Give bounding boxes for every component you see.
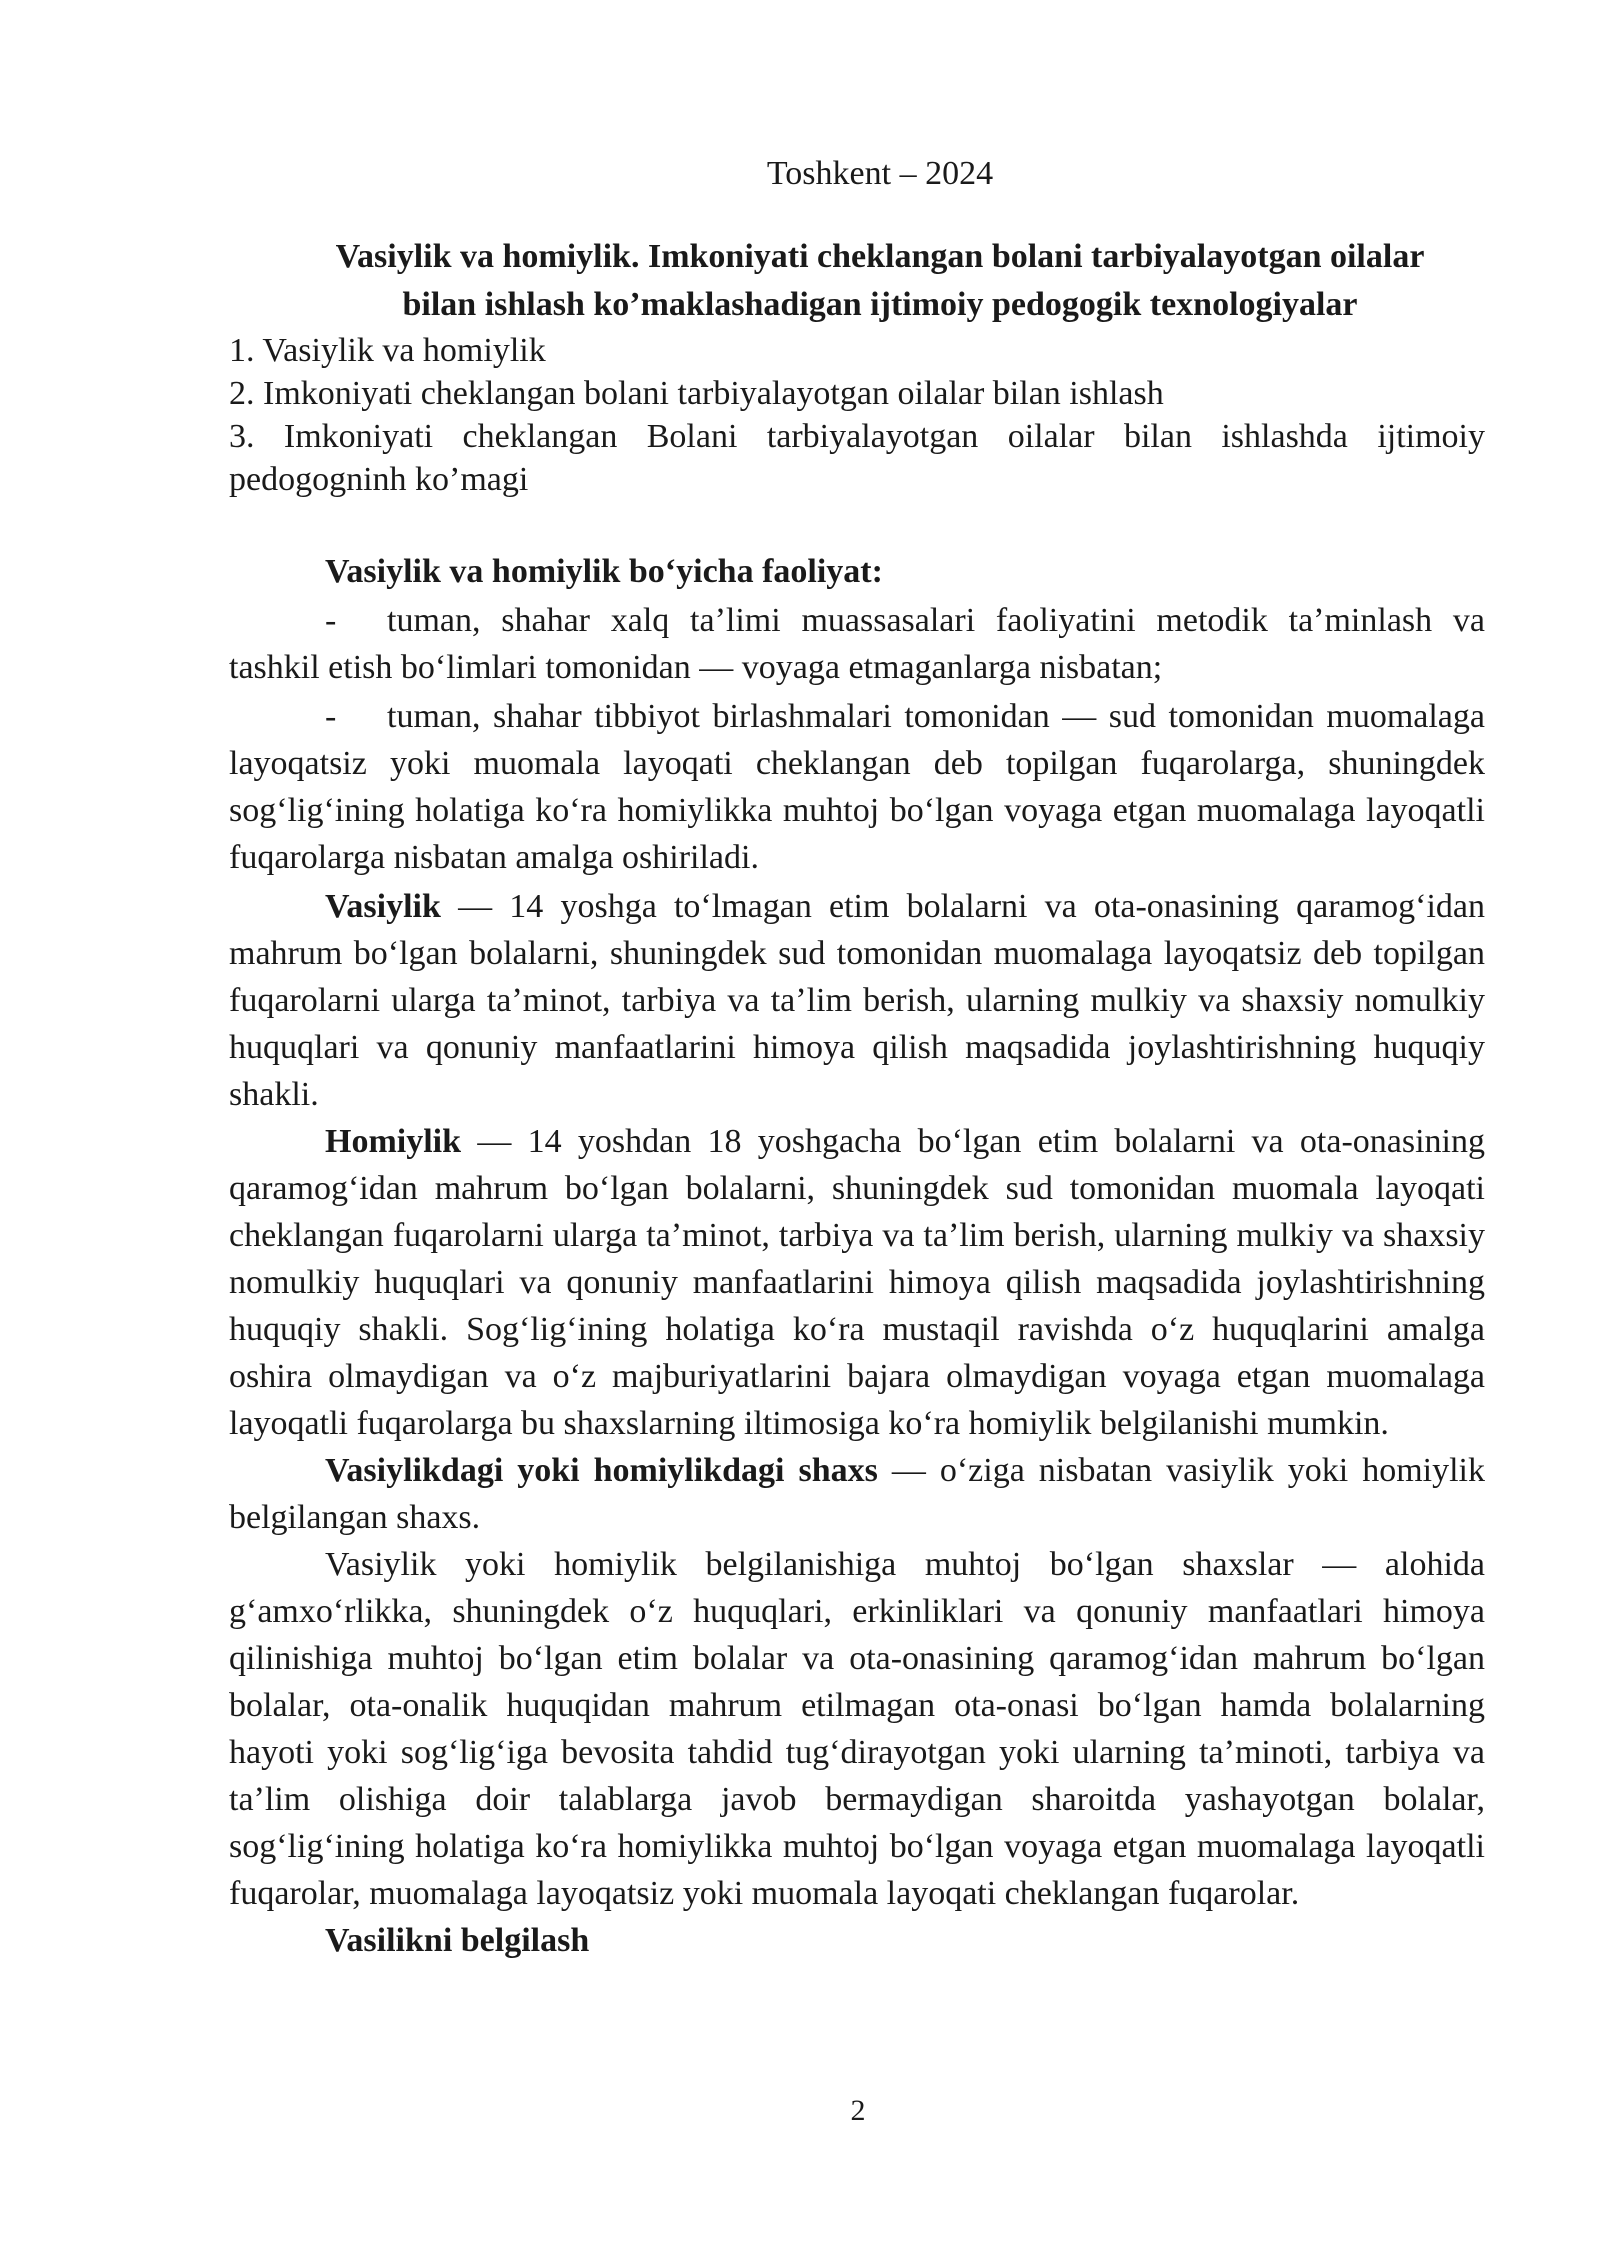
activity-heading: Vasiylik va homiylik boʻyicha faoliyat: — [325, 553, 883, 590]
outline-item: 1. Vasiylik va homiylik — [229, 332, 546, 369]
definition-term: Vasiylikdagi yoki homiylikdagi shaxs — [325, 1452, 878, 1489]
definition-vasiylik — [229, 883, 1485, 1118]
definition-text: — 14 yoshdan 18 yoshgacha boʻlgan etim bolalarni va ota-onasining qaramogʻidan mahrum boʻlgan bolalarni, shuningdek sud tomonidan muomala layoqati cheklangan fuqarolarni ularga taʼminot, tarbiya va taʼlim berish, ularning mulkiy va shaxsiy nomulkiy huquqlari va qonuniy manfaatlarini himoya qilish maqsadida joylashtirishning huquqiy shakli. Sogʻligʻining holatiga koʻra mustaqil ravishda oʻz huquqlarini amalga oshira olmaydigan va oʻz majburiyatlarini bajara olmaydigan voyaga etgan muomalaga layoqatli fuqarolarga bu shaxslarning iltimosiga koʻra homiylik belgilanishi mumkin. — [229, 1123, 1485, 1442]
document-page — [229, 150, 1485, 1966]
page-number: 2 — [850, 2094, 866, 2127]
outline-item: 2. Imkoniyati cheklangan bolani tarbiyalayotgan oilalar bilan ishlash — [229, 375, 1164, 412]
activity-bullet — [229, 597, 1485, 691]
city-year: Toshkent – 2024 — [766, 155, 994, 192]
document-title-line-2: bilan ishlash ko’maklashadigan ijtimoiy pedogogik texnologiyalar — [402, 286, 1358, 323]
definition-term: Homiylik — [325, 1123, 462, 1160]
bullet-dash: - — [325, 698, 337, 735]
definition-shaxs — [229, 1447, 1485, 1541]
bullet-text: tuman, shahar xalq taʼlimi muassasalari faoliyatini metodik taʼminlash va tashkil etish boʻlimlari tomonidan — voyaga etmaganlarga nisbatan; — [229, 602, 1485, 686]
spacer — [229, 501, 1485, 548]
bullet-dash: - — [325, 602, 337, 639]
closing-heading: Vasilikni belgilash — [325, 1922, 590, 1959]
document-title-line-1: Vasiylik va homiylik. Imkoniyati cheklangan bolani tarbiyalayotgan oilalar — [335, 238, 1425, 275]
definition-term: Vasiylik — [325, 888, 441, 925]
definition-text: — oʻziga nisbatan vasiylik yoki homiylik belgilangan shaxs. — [229, 1452, 1485, 1536]
outline-item: 3. Imkoniyati cheklangan Bolani tarbiyalayotgan oilalar bilan ishlashda ijtimoiy pedogogninh ko’magi — [229, 418, 1485, 498]
definition-homiylik — [229, 1118, 1485, 1447]
document-title — [229, 233, 1485, 329]
activity-bullet — [229, 693, 1485, 881]
need-paragraph: Vasiylik yoki homiylik belgilanishiga muhtoj boʻlgan shaxslar — alohida gʻamxoʻrlikka, shuningdek oʻz huquqlari, erkinliklari va qonuniy manfaatlari himoya qilinishiga muhtoj boʻlgan etim bolalar va ota-onasining qaramogʻidan mahrum boʻlgan bolalar, ota-onalik huquqidan mahrum etilmagan ota-onasi boʻlgan hamda bolalarning hayoti yoki sogʻligʻiga bevosita tahdid tugʻdirayotgan yoki ularning taʼminoti, tarbiya va taʼlim olishiga doir talablarga javob bermaydigan sharoitda yashayotgan bolalar, sogʻligʻining holatiga koʻra homiylikka muhtoj boʻlgan voyaga etgan muomalaga layoqatli fuqarolar, muomalaga layoqatsiz yoki muomala layoqati cheklangan fuqarolar. — [229, 1546, 1485, 1912]
definition-text: — 14 yoshga toʻlmagan etim bolalarni va ota-onasining qaramogʻidan mahrum boʻlgan bolalarni, shuningdek sud tomonidan muomalaga layoqatsiz deb topilgan fuqarolarni ularga taʼminot, tarbiya va taʼlim berish, ularning mulkiy va shaxsiy nomulkiy huquqlari va qonuniy manfaatlarini himoya qilish maqsadida joylashtirishning huquqiy shakli. — [229, 888, 1485, 1113]
bullet-text: tuman, shahar tibbiyot birlashmalari tomonidan — sud tomonidan muomalaga layoqatsiz yoki muomala layoqati cheklangan deb topilgan fuqarolarga, shuningdek sogʻligʻining holatiga koʻra homiylikka muhtoj boʻlgan voyaga etgan muomalaga layoqatli fuqarolarga nisbatan amalga oshiriladi. — [229, 698, 1485, 876]
topic-outline — [229, 329, 1485, 501]
